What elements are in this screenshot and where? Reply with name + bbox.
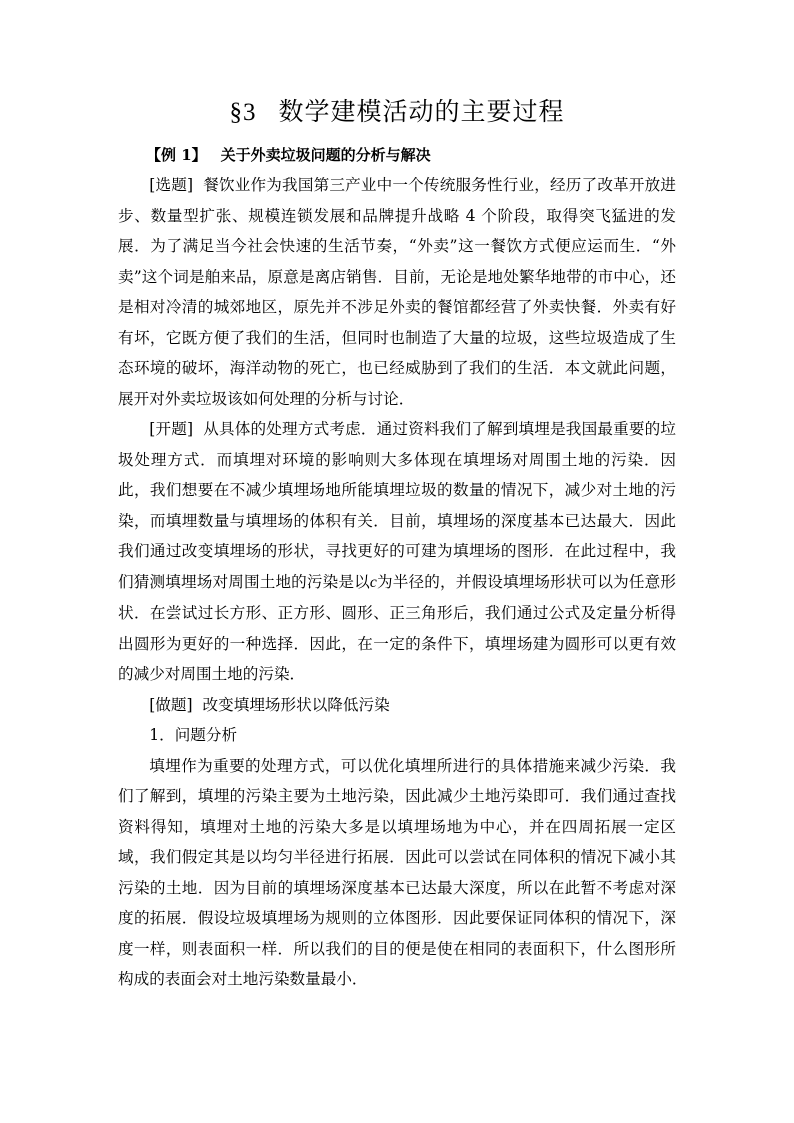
kaiti-text-part2: 为半径的，并假设填埋场形状可以为任意形状．在尝试过长方形、正方形、圆形、正三角形后，我们通过公式及定量分析得出圆形为更好的一种选择．因此，在一定的条件下，填埋场建为圆形可以更有效的减少对周围土地的污染． xyxy=(118,572,676,683)
section-number: §3 xyxy=(229,99,257,126)
tag-kaiti: [开题] xyxy=(149,420,194,438)
paragraph-zuoti xyxy=(118,690,676,721)
example-title: 关于外卖垃圾问题的分析与解决 xyxy=(220,146,431,164)
xuanti-text: 餐饮业作为我国第三产业中一个传统服务性行业，经历了改革开放进步、数量型扩张、规模连锁发展和品牌提升战略 4 个阶段，取得突飞猛进的发展．为了满足当今社会快速的生活节奏，“外卖”这一餐饮方式便应运而生．“外卖”这个词是舶来品，原意是离店销售．目前，无论是地处繁华地带的市中心，还是相对冷清的城郊地区，原先并不涉足外卖的餐馆都经营了外卖快餐．外卖有好有坏，它既方便了我们的生活，但同时也制造了大量的垃圾，这些垃圾造成了生态环境的破坏，海洋动物的死亡，也已经威胁到了我们的生活．本文就此问题，展开对外卖垃圾该如何处理的分析与讨论． xyxy=(118,176,676,408)
kaiti-text-part1: 从具体的处理方式考虑．通过资料我们了解到填埋是我国最重要的垃圾处理方式．而填埋对环境的影响则大多体现在填埋场对周围土地的污染．因此，我们想要在不减少填埋场地所能填埋垃圾的数量的情况下，减少对土地的污染，而填埋数量与填埋场的体积有关．目前，填埋场的深度基本已达最大．因此我们通过改变填埋场的形状，寻找更好的可建为填埋场的图形．在此过程中，我们猜测填埋场对周围土地的污染是以 xyxy=(118,420,676,591)
paragraph-analysis: 填埋作为重要的处理方式，可以优化填埋所进行的具体措施来减少污染．我们了解到，填埋的污染主要为土地污染，因此减少土地污染即可．我们通过查找资料得知，填埋对土地的污染大多是以填埋场地为中心，并在四周拓展一定区域，我们假定其是以均匀半径进行拓展．因此可以尝试在同体积的情况下减小其污染的土地．因为目前的填埋场深度基本已达最大深度，所以在此暂不考虑对深度的拓展．假设垃圾填埋场为规则的立体图形．因此要保证同体积的情况下，深度一样，则表面积一样．所以我们的目的便是使在相同的表面积下，什么图形所构成的表面会对土地污染数量最小． xyxy=(118,756,676,988)
paragraph-kaiti xyxy=(118,414,676,690)
section-title-text: 数学建模活动的主要过程 xyxy=(278,97,565,126)
example-label: 【例 1】 xyxy=(146,146,207,164)
document-body xyxy=(118,170,676,995)
tag-zuoti: [做题] xyxy=(149,695,193,714)
example-heading xyxy=(146,144,431,166)
zuoti-text: 改变填埋场形状以降低污染 xyxy=(202,695,390,714)
page-title xyxy=(0,96,794,129)
paragraph-xuanti xyxy=(118,170,676,414)
subheading-problem-analysis: 1．问题分析 xyxy=(149,726,238,744)
tag-xuanti: [选题] xyxy=(149,176,194,194)
variable-c: c xyxy=(369,573,377,591)
